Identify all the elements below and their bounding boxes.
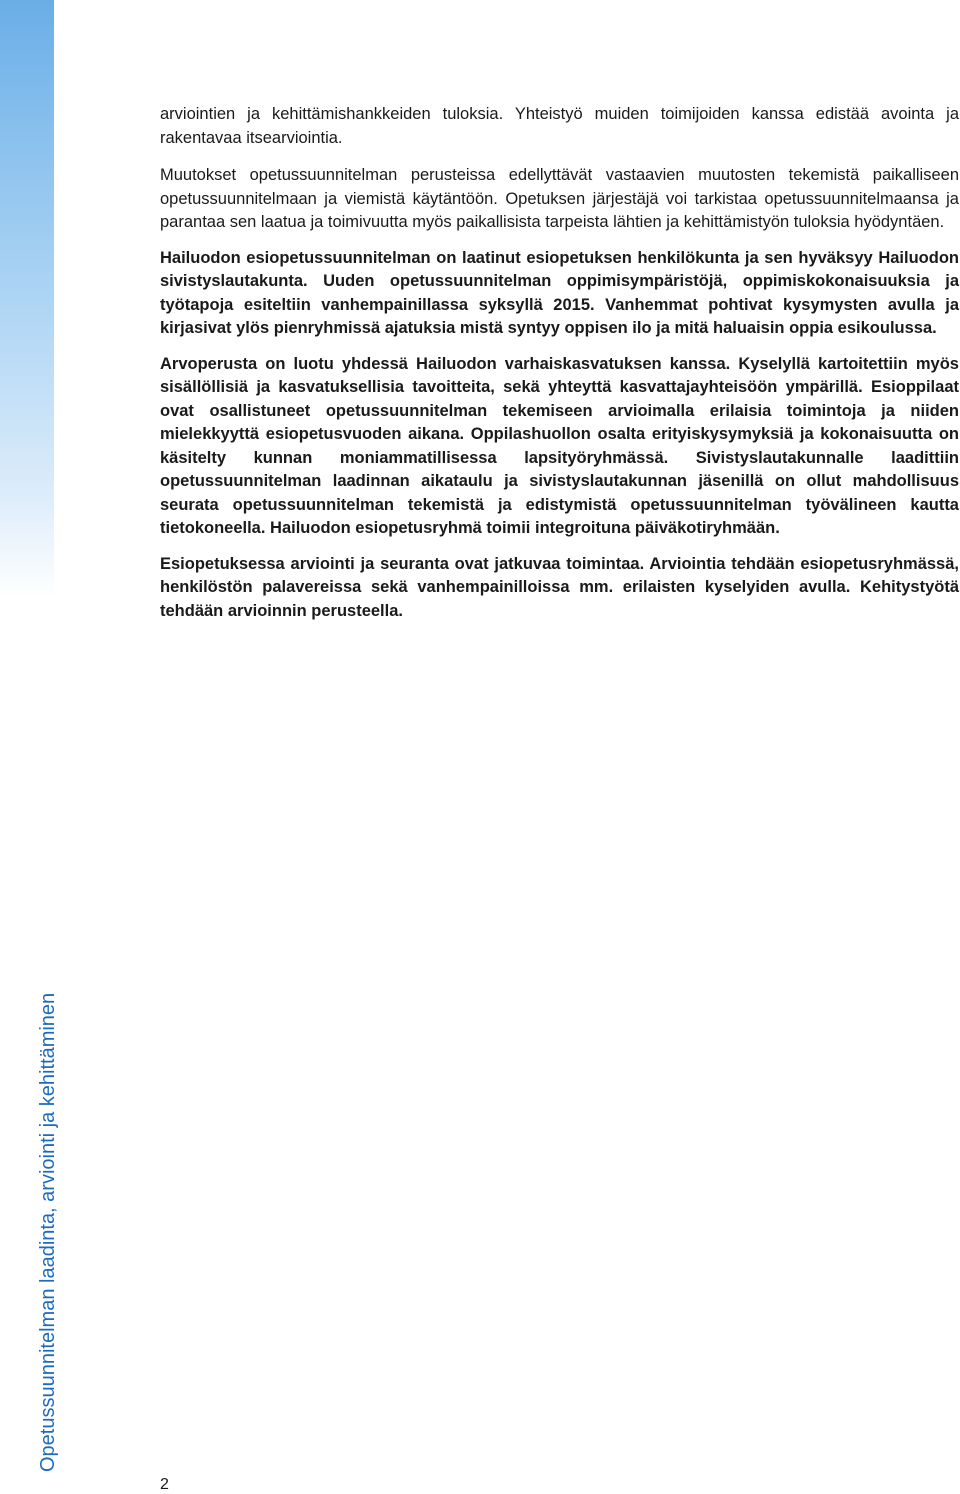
paragraph-value-base: Arvoperusta on luotu yhdessä Hailuodon varhaiskasvatuksen kanssa. Kyselyllä kartoitettiin myös sisällöllisiä ja kasvatuksellisia tavoitteita, sekä yhteyttä kasvattajayhteisöön ympärillä. Esioppilaat ovat osallistuneet opetussuunnitelman tekemiseen arvioimalla erilaisia toimintoja ja niiden mielekkyyttä esiopetusvuoden aikana. Oppilashuollon osalta erityiskysymyksiä ja kokonaisuutta on käsitelty kunnan moniammatillisessa lapsityöryhmässä. Sivistyslautakunnalle laadittiin opetussuunnitelman laadinnan aikataulu ja sivistyslautakunnan jäsenillä on ollut mahdollisuus seurata opetussuunnitelman tekemistä ja edistymistä opetussuunnitelman työvälineen kautta tietokoneella. Hailuodon esiopetusryhmä toimii integroituna päiväkotiryhmään. <box>160 354 959 537</box>
paragraph-evaluation-monitoring: Esiopetuksessa arviointi ja seuranta ovat jatkuvaa toimintaa. Arviointia tehdään esiopetusryhmässä, henkilöstön palavereissa sekä vanhempainilloissa mm. erilaisten kyselyiden avulla. Kehitystyötä tehdään arvioinnin perusteella. <box>160 554 959 620</box>
page-number: 2 <box>160 1476 169 1493</box>
paragraph-self-evaluation: arviointien ja kehittämishankkeiden tuloksia. Yhteistyö muiden toimijoiden kanssa edistää avointa ja rakentavaa itsearviointia. <box>160 105 959 147</box>
page-body <box>160 103 959 635</box>
running-section-title: Opetussuunnitelman laadinta, arviointi ja kehittäminen <box>37 992 59 1472</box>
paragraph-curriculum-changes: Muutokset opetussuunnitelman perusteissa edellyttävät vastaavien muutosten tekemistä paikalliseen opetussuunnitelmaan ja viemistä käytäntöön. Opetuksen järjestäjä voi tarkistaa opetussuunnitelmaansa ja parantaa sen laatua ja toimivuutta myös paikallisista tarpeista lähtien ja kehittämistyön tuloksia hyödyntäen. <box>160 166 959 231</box>
paragraph-curriculum-authors: Hailuodon esiopetussuunnitelman on laatinut esiopetuksen henkilökunta ja sen hyväksyy Hailuodon sivistyslautakunta. Uuden opetussuunnitelman oppimisympäristöjä, oppimiskokonaisuuksia ja työtapoja esiteltiin vanhempainillassa syksyllä 2015. Vanhemmat pohtivat kysymysten avulla ja kirjasivat ylös pienryhmissä ajatuksia mistä syntyy oppisen ilo ja mitä haluaisin oppia esikoulussa. <box>160 248 959 337</box>
